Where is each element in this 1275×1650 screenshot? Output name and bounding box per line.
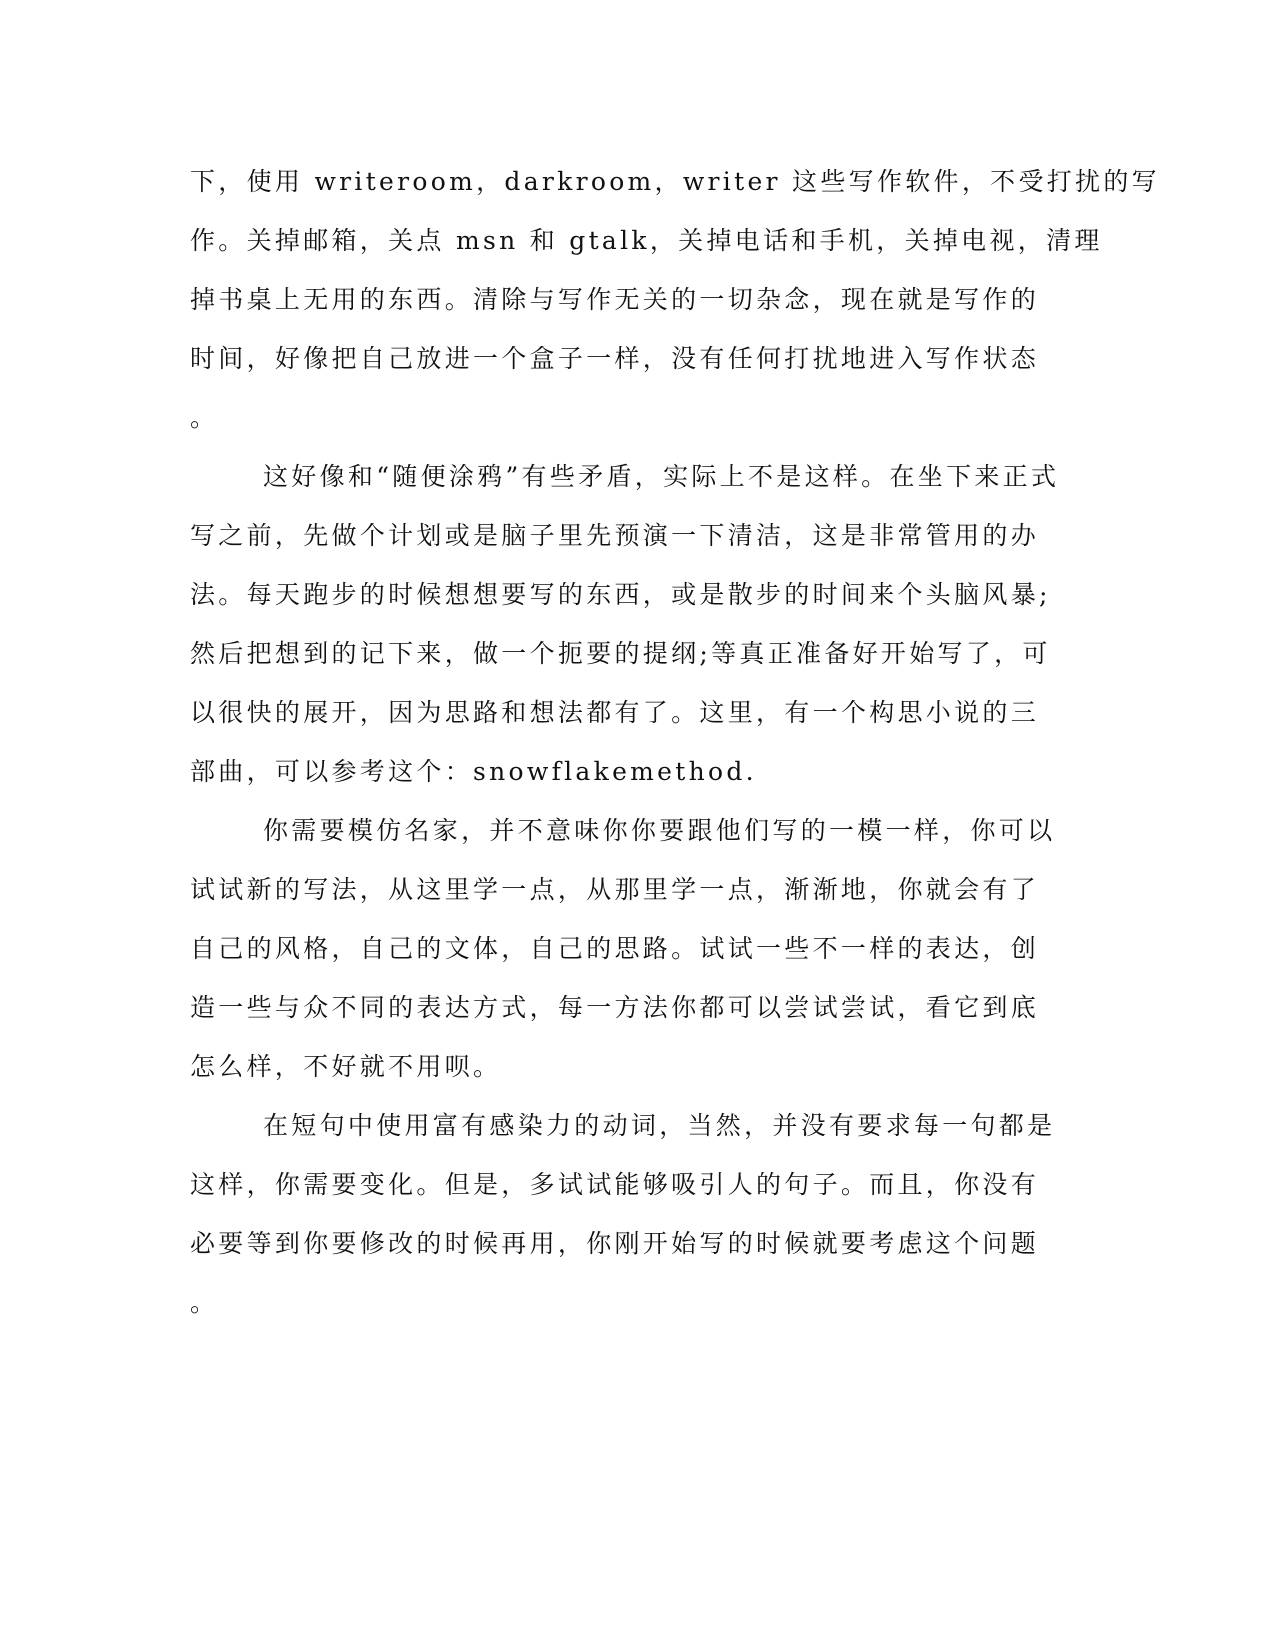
text-line: 然后把想到的记下来，做一个扼要的提纲;等真正准备好开始写了，可 [190, 639, 1051, 668]
text-line: 写之前，先做个计划或是脑子里先预演一下清洁，这是非常管用的办 [190, 521, 1040, 550]
text-line: 试试新的写法，从这里学一点，从那里学一点，渐渐地，你就会有了 [190, 875, 1040, 904]
text-line: 自己的风格，自己的文体，自己的思路。试试一些不一样的表达，创 [190, 934, 1040, 963]
text-line: 。 [190, 403, 219, 432]
text-line: 这好像和“随便涂鸦”有些矛盾，实际上不是这样。在坐下来正式 [263, 462, 1060, 491]
text-line: 这样，你需要变化。但是，多试试能够吸引人的句子。而且，你没有 [190, 1170, 1040, 1199]
text-line: 时间，好像把自己放进一个盒子一样，没有任何打扰地进入写作状态 [190, 344, 1040, 373]
text-line: 下，使用 writeroom，darkroom，writer 这些写作软件，不受打扰的写 [190, 167, 1160, 196]
text-line: 掉书桌上无用的东西。清除与写作无关的一切杂念，现在就是写作的 [190, 285, 1040, 314]
text-line: 以很快的展开，因为思路和想法都有了。这里，有一个构思小说的三 [190, 698, 1040, 727]
text-line: 部曲，可以参考这个：snowflakemethod. [190, 757, 757, 786]
text-line: 作。关掉邮箱，关点 msn 和 gtalk，关掉电话和手机，关掉电视，清理 [190, 226, 1103, 255]
text-line: 你需要模仿名家，并不意味你你要跟他们写的一模一样，你可以 [263, 816, 1056, 845]
text-line: 怎么样，不好就不用呗。 [190, 1052, 502, 1081]
text-line: 造一些与众不同的表达方式，每一方法你都可以尝试尝试，看它到底 [190, 993, 1040, 1022]
text-line: 。 [190, 1288, 219, 1317]
text-line: 法。每天跑步的时候想想要写的东西，或是散步的时间来个头脑风暴; [190, 580, 1051, 609]
text-line: 必要等到你要修改的时候再用，你刚开始写的时候就要考虑这个问题 [190, 1229, 1040, 1258]
text-line: 在短句中使用富有感染力的动词，当然，并没有要求每一句都是 [263, 1111, 1056, 1140]
